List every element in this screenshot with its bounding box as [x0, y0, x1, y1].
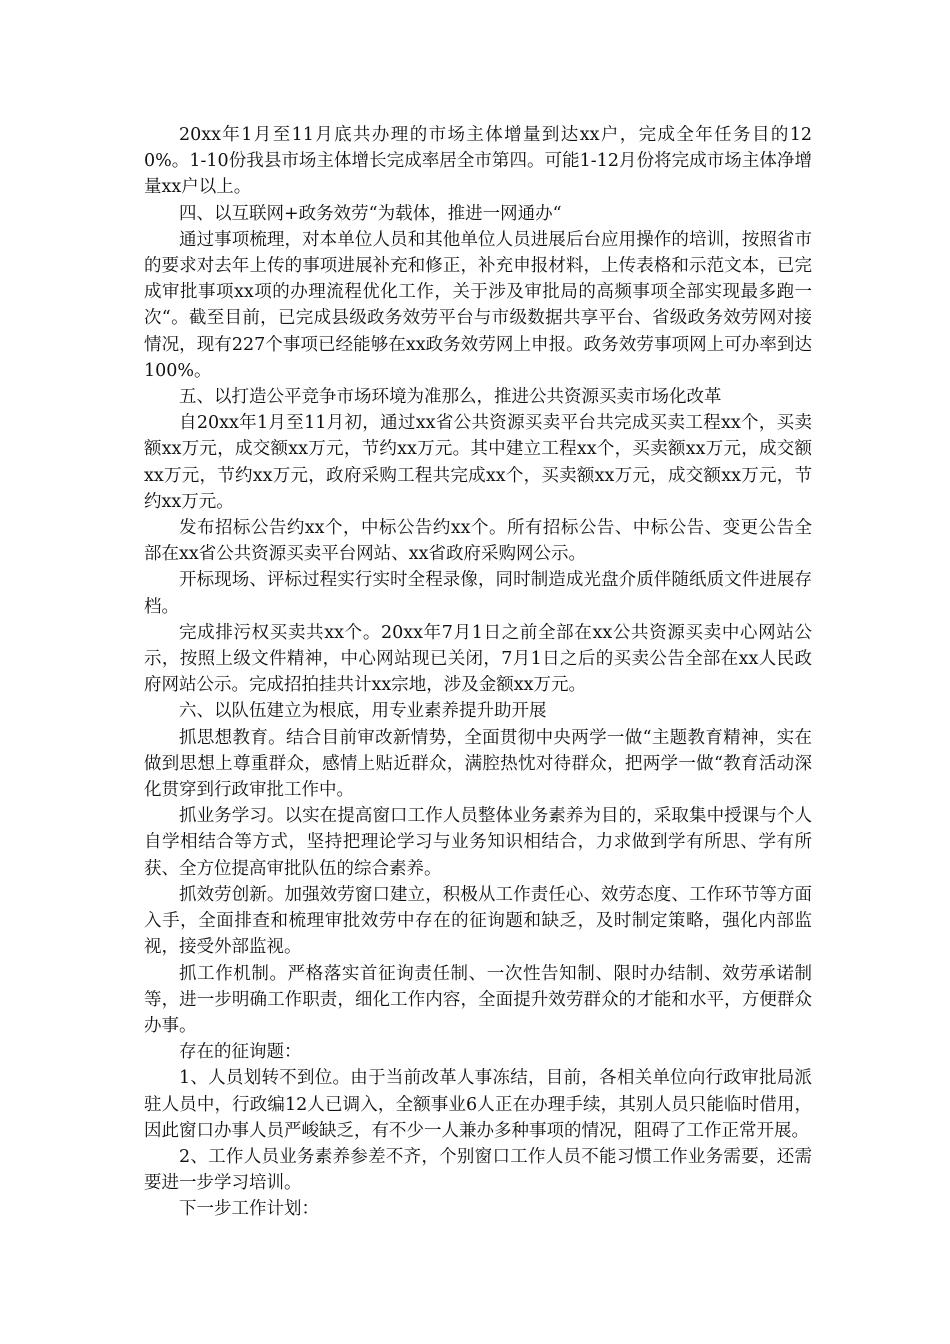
heading-section-four: 四、以互联网+政务效劳“为载体，推进一网通办“: [179, 203, 562, 224]
paragraph-ideological-education: 抓思想教育。结合目前审改新情势，全面贯彻中央两学一做“主题教育精神，实在做到思想上尊重群众，感情上贴近群众，满腔热忱对待群众，把两学一做“教育活动深化贯穿到行政审批工作中。: [144, 727, 812, 801]
paragraph-emission-trading: 完成排污权买卖共xx个。20xx年7月1日之前全部在xx公共资源买卖中心网站公示，按照上级文件精神，中心网站现已关闭，7月1日之后的买卖公告全部在xx人民政府网站公示。完成招拍挂共计xx宗地，涉及金额xx万元。: [144, 622, 812, 696]
paragraph-public-trading: 自20xx年1月至11月初，通过xx省公共资源买卖平台共完成买卖工程xx个，买卖额xx万元，成交额xx万元，节约xx万元。其中建立工程xx个，买卖额xx万元，成交额xx万元，节约xx万元，政府采购工程共完成xx个，买卖额xx万元，成交额xx万元，节约xx万元。: [144, 413, 812, 512]
heading-section-five: 五、以打造公平竞争市场环境为准那么，推进公共资源买卖市场化改革: [179, 387, 722, 408]
paragraph-tender-notices: 发布招标公告约xx个，中标公告约xx个。所有招标公告、中标公告、变更公告全部在xx省公共资源买卖平台网站、xx省政府采购网公示。: [144, 518, 812, 565]
heading-next-plan: 下一步工作计划：: [179, 1199, 319, 1220]
paragraph-market-growth: 20xx年1月至11月底共办理的市场主体增量到达xx户，完成全年任务目的120%。1-10份我县市场主体增长完成率居全市第四。可能1-12月份将完成市场主体净增量xx户以上。: [144, 125, 812, 198]
paragraph-business-study: 抓业务学习。以实在提高窗口工作人员整体业务素养为目的，采取集中授课与个人自学相结合等方式，坚持把理论学习与业务知识相结合，力求做到学有所思、学有所获、全方位提高审批队伍的综合素养。: [144, 806, 812, 879]
paragraph-problem-two: 2、工作人员业务素养参差不齐，个别窗口工作人员不能习惯工作业务需要，还需要进一步学习培训。: [144, 1146, 812, 1194]
paragraph-service-innovation: 抓效劳创新。加强效劳窗口建立，积极从工作责任心、效劳态度、工作环节等方面入手，全面排查和梳理审批效劳中存在的征询题和缺乏，及时制定策略，强化内部监视，接受外部监视。: [144, 884, 812, 958]
paragraph-problem-one: 1、人员划转不到位。由于当前改革人事冻结，目前，各相关单位向行政审批局派驻人员中，行政编12人已调入，全额事业6人正在办理手续，其别人员只能临时借用，因此窗口办事人员严峻缺乏，有不少一人兼办多种事项的情况，阻碍了工作正常开展。: [144, 1068, 812, 1141]
heading-section-six: 六、以队伍建立为根底，用专业素养提升助开展: [179, 701, 547, 722]
paragraph-bid-recording: 开标现场、评标过程实行实时全程录像，同时制造成光盘介质伴随纸质文件进展存档。: [144, 570, 812, 617]
paragraph-work-mechanism: 抓工作机制。严格落实首征询责任制、一次性告知制、限时办结制、效劳承诺制等，进一步明确工作职责，细化工作内容，全面提升效劳群众的才能和水平，方便群众办事。: [144, 963, 812, 1036]
document-body: [144, 122, 812, 1223]
paragraph-online-services: 通过事项梳理，对本单位人员和其他单位人员进展后台应用操作的培训，按照省市的要求对去年上传的事项进展补充和修正，补充申报材料，上传表格和示范文本，已完成审批事项xx项的办理流程优化工作，关于涉及审批局的高频事项全部实现最多跑一次“。截至目前，已完成县级政务效劳平台与市级数据共享平台、省级政务效劳网对接情况，现有227个事项已经能够在xx政务效劳网上申报。政务效劳事项网上可办率到达100%。: [144, 229, 812, 381]
heading-existing-problems: 存在的征询题：: [179, 1042, 302, 1063]
